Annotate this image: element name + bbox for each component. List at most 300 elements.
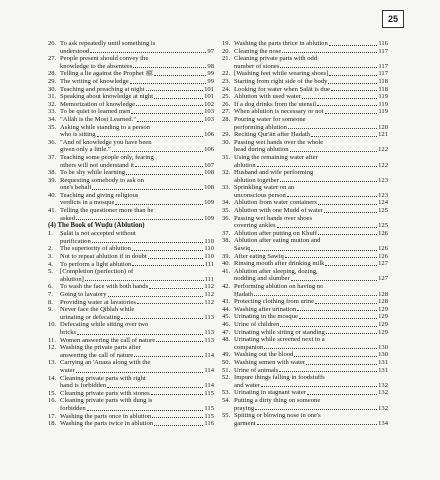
entry-page-number: 114 (204, 382, 214, 390)
entry-number: 37. (222, 229, 231, 237)
entry-title: Cleaning private parts with stones (60, 389, 150, 397)
entry-page-number: 126 (378, 245, 388, 253)
entry-title: Not to repeat ablution if in doubt (60, 253, 147, 261)
entry-page-number: 107 (204, 161, 214, 169)
entry-number: 41. (48, 207, 57, 215)
toc-entry (48, 283, 214, 291)
entry-title: If a dog drinks from the utensil (234, 100, 317, 108)
dot-leader (285, 257, 377, 258)
entry-title: Ablution after sleeping, dozing, (234, 267, 318, 275)
entry-page-number: 128 (378, 298, 388, 306)
entry-number: 43. (222, 298, 231, 306)
entry-page-number: 113 (204, 328, 214, 336)
dot-leader (318, 234, 377, 235)
entry-title: ablution] (60, 275, 84, 283)
entry-title: To wash the face with both hands (60, 283, 149, 291)
toc-entry (222, 169, 388, 177)
toc-entry (222, 78, 388, 86)
dot-leader (121, 318, 203, 319)
entry-title: Ṣalāt is not accepted without (60, 230, 136, 238)
entry-number: 19. (222, 40, 231, 47)
entry-number: 9. (48, 306, 53, 314)
entry-title: When ablution is necessary or not (234, 108, 324, 116)
entry-title: who is sitting (60, 131, 96, 139)
entry-title: Cleaning private parts with right (60, 374, 146, 382)
entry-title: To be shy while learning (60, 169, 126, 177)
entry-title: Telling the questioner more than he (60, 207, 154, 215)
entry-title: Starting from right side of the body (234, 77, 328, 85)
entry-number: 30. (222, 138, 231, 146)
dot-leader (307, 394, 377, 395)
dot-leader (151, 394, 204, 395)
section-heading: (4) The Book of Wuḍu (Ablution) (48, 222, 145, 230)
toc-entry (48, 55, 214, 63)
toc-entry (48, 321, 214, 329)
entry-number: 13. (48, 359, 57, 367)
dot-leader (257, 424, 378, 425)
entry-page-number: 129 (378, 328, 388, 336)
entry-title: Urinating while sitting or standing (234, 328, 325, 336)
toc-entry (222, 313, 388, 321)
entry-page-number: 99 (207, 70, 214, 78)
dot-leader (130, 83, 207, 84)
entry-title: Pouring water for someone (234, 115, 306, 123)
entry-title: Rinsing mouth after drinking milk (234, 260, 325, 268)
entry-title: Going to lavatory (60, 291, 107, 298)
dot-leader (87, 410, 204, 411)
toc-right-column (222, 40, 388, 428)
entry-title: Protecting clothing from urine (234, 298, 315, 306)
entry-number: 35. (48, 123, 57, 131)
entry-number: 14. (48, 374, 57, 382)
entry-title: Impure things falling in foodstuffs (234, 374, 325, 382)
entry-page-number: 122 (378, 161, 388, 169)
dot-leader (131, 113, 203, 114)
toc-entry (48, 86, 214, 94)
entry-page-number: 128 (378, 290, 388, 298)
toc-entry (222, 245, 388, 253)
dot-leader (77, 334, 203, 335)
entry-page-number: 132 (378, 404, 388, 412)
entry-page-number: 121 (378, 131, 388, 139)
toc-entry (222, 48, 388, 56)
entry-page-number: 123 (378, 191, 388, 199)
toc-entry (222, 199, 388, 207)
toc-entry (222, 131, 388, 139)
toc-entry (222, 207, 388, 215)
entry-title: People present should convey the (60, 55, 149, 63)
entry-page-number: 117 (378, 62, 388, 70)
entry-title: To be quiet to learned men (60, 108, 131, 116)
toc-entry (48, 291, 214, 299)
entry-number: 5. (48, 268, 53, 276)
entry-title: "And of knowledge you have been (60, 138, 152, 146)
entry-number: 11. (48, 336, 56, 344)
entry-page-number: 110 (204, 237, 214, 245)
entry-title: Passing wet hands over the whole (234, 138, 324, 146)
entry-number: 39. (222, 252, 231, 260)
entry-number: 41. (222, 267, 231, 275)
dot-leader (329, 45, 378, 46)
entry-title: Ḥadath (234, 290, 254, 298)
entry-number: 25. (222, 93, 231, 101)
entry-number: 6. (48, 283, 53, 291)
entry-page-number: 126 (378, 229, 388, 237)
toc-entry (222, 351, 388, 359)
entry-page-number: 109 (204, 199, 214, 207)
toc-entry (48, 314, 214, 322)
entry-number: 37. (48, 153, 57, 161)
toc-entry (48, 207, 214, 215)
toc-entry (48, 367, 214, 375)
toc-entry (222, 184, 388, 192)
page-number-box: 25 (382, 10, 404, 28)
dot-leader (302, 98, 378, 99)
entry-title: Never face the Qiblah while (60, 306, 135, 314)
entry-title: companion (234, 343, 264, 351)
entry-title: understood (60, 47, 90, 55)
toc-entry (222, 268, 388, 276)
entry-title: Washing out the blood (234, 351, 294, 359)
entry-page-number: 118 (378, 77, 388, 85)
entry-number: 54. (222, 396, 231, 404)
toc-entry (48, 299, 214, 307)
entry-title: Requesting somebody to ask on (60, 176, 144, 184)
entry-title: asked (60, 214, 76, 222)
entry-number: 28. (222, 115, 231, 123)
toc-entry (48, 390, 214, 398)
dot-leader (325, 265, 377, 266)
toc-entry (222, 146, 388, 154)
entry-title: unconscious person (234, 191, 286, 199)
dot-leader (137, 303, 203, 304)
toc-entry (222, 382, 388, 390)
dot-leader (154, 425, 203, 426)
entry-number: 35. (222, 207, 231, 215)
dot-leader (90, 52, 206, 53)
entry-title: Providing water at lavatories (60, 298, 136, 306)
entry-title: Ablution from water containers (234, 199, 317, 207)
entry-title: garment (234, 419, 256, 427)
entry-number: 24. (222, 85, 231, 93)
dot-leader (317, 105, 377, 106)
toc-entry (222, 222, 388, 230)
dot-leader (299, 318, 377, 319)
toc-entry (48, 420, 214, 428)
dot-leader (134, 356, 203, 357)
entry-number: 8. (48, 298, 53, 306)
dot-leader (76, 372, 204, 373)
entry-title: "Allāh is the Most Learned." (60, 115, 136, 123)
toc-entry (222, 230, 388, 238)
entry-title: Cleaning the nose (234, 47, 282, 55)
toc-left-column (48, 40, 214, 428)
entry-title: Teaching and preaching at night (60, 85, 145, 93)
entry-title: Carrying an 'Anaza along with the (60, 359, 151, 367)
entry-title: Ablution with one Mudd of water (234, 207, 323, 215)
entry-number: 26. (222, 100, 231, 108)
entry-number: 53. (222, 389, 231, 397)
dot-leader (133, 67, 206, 68)
dot-leader (135, 166, 203, 167)
dot-leader (264, 348, 377, 349)
dot-leader (261, 386, 377, 387)
entry-title: Husband and wife performing (234, 169, 314, 177)
entry-number: 20. (222, 47, 231, 55)
dot-leader (282, 52, 377, 53)
entry-page-number: 110 (204, 253, 214, 261)
dot-leader (280, 181, 377, 182)
entry-number: 1. (48, 230, 53, 238)
entry-title: Sawīq (234, 245, 251, 253)
entry-number: 3. (48, 253, 53, 261)
dot-leader (137, 121, 203, 122)
entry-page-number: 130 (378, 351, 388, 359)
entry-title: Using the remaining water after (234, 153, 318, 161)
entry-page-number: 129 (378, 313, 388, 321)
entry-title: Cleaning private parts with dung is (60, 397, 153, 405)
toc-entry (48, 413, 214, 421)
dot-leader (287, 196, 377, 197)
entry-page-number: 131 (378, 358, 388, 366)
toc-entry (48, 78, 214, 86)
toc-entry (48, 48, 214, 56)
dot-leader (149, 288, 203, 289)
dot-leader (254, 295, 377, 296)
entry-title: Teaching some people only, fearing (60, 153, 154, 161)
dot-leader (257, 166, 377, 167)
toc-entry (48, 375, 214, 383)
dot-leader (76, 219, 203, 220)
toc-entry (222, 124, 388, 132)
entry-title: Cleaning private parts with odd (234, 55, 318, 63)
entry-title: Performing ablution on having no (234, 283, 324, 290)
entry-number: 44. (222, 305, 231, 313)
toc-entry (222, 344, 388, 352)
entry-page-number: 99 (207, 77, 214, 85)
entry-page-number: 115 (204, 389, 214, 397)
entry-number: 52. (222, 374, 231, 382)
dot-leader (115, 204, 203, 205)
entry-page-number: 114 (204, 366, 214, 374)
entry-page-number: 122 (378, 146, 388, 154)
toc-entry (48, 124, 214, 132)
entry-title: nodding and slumber (234, 275, 290, 283)
dot-leader (280, 67, 377, 68)
toc-entry (48, 93, 214, 101)
entry-number: 33. (48, 108, 57, 116)
toc-entry (48, 306, 214, 314)
entry-title: Urinating in the mosque (234, 313, 298, 321)
toc-entry (48, 268, 214, 276)
toc-entry (222, 139, 388, 147)
toc-entry (222, 260, 388, 268)
entry-number: 34. (48, 115, 57, 123)
toc-entry (48, 162, 214, 170)
entry-number: 21. (222, 55, 231, 63)
entry-page-number: 129 (378, 305, 388, 313)
dot-leader (280, 326, 377, 327)
entry-number: 33. (222, 184, 231, 192)
entry-page-number: 113 (204, 313, 214, 321)
toc-entry (222, 177, 388, 185)
entry-page-number: 119 (378, 108, 388, 116)
entry-page-number: 132 (378, 381, 388, 389)
entry-number: 31. (48, 93, 57, 101)
entry-number: 26. (48, 40, 57, 47)
entry-title: After eating Sawīq (234, 252, 284, 260)
entry-number: 7. (48, 291, 53, 298)
entry-title: The superiority of ablution (60, 245, 131, 253)
toc-entry (222, 367, 388, 375)
dot-leader (154, 75, 206, 76)
entry-number: 39. (48, 176, 57, 184)
toc-entry (222, 405, 388, 413)
dot-leader (154, 98, 203, 99)
dot-leader (132, 265, 203, 266)
entry-number: 34. (222, 199, 231, 207)
toc-entry (222, 275, 388, 283)
dot-leader (251, 250, 377, 251)
entry-title: others will not understand it (60, 161, 134, 169)
entry-number: 36. (222, 214, 231, 222)
entry-page-number: 112 (204, 283, 214, 291)
dot-leader (277, 227, 378, 228)
toc-entry (48, 352, 214, 360)
entry-title: bricks (60, 328, 77, 336)
toc-entry (48, 63, 214, 71)
toc-entry (222, 162, 388, 170)
toc-entry (222, 283, 388, 291)
dot-leader (325, 113, 378, 114)
toc-entry (222, 154, 388, 162)
entry-title: Washing after urination (234, 305, 297, 313)
dot-leader (126, 174, 203, 175)
entry-title: Urine of children (234, 320, 280, 328)
toc-entry (222, 40, 388, 48)
entry-number: 48. (222, 336, 231, 344)
entry-page-number: 115 (204, 412, 214, 420)
toc-entry (222, 237, 388, 245)
toc-entry (48, 276, 214, 284)
dot-leader (136, 105, 203, 106)
entry-number: 40. (48, 191, 57, 199)
entry-page-number: 118 (378, 85, 388, 93)
toc-entry (222, 329, 388, 337)
entry-page-number: 106 (204, 146, 214, 154)
toc-entry (48, 245, 214, 253)
toc-entry (48, 359, 214, 367)
entry-title: Urinating in stagnant water (234, 389, 306, 397)
entry-page-number: 112 (204, 291, 214, 298)
dot-leader (85, 280, 204, 281)
dot-leader (279, 371, 377, 372)
entry-page-number: 98 (207, 62, 214, 70)
entry-number: 22. (222, 70, 231, 78)
entry-number: 2. (48, 245, 53, 253)
entry-title: Urine of animals (234, 366, 279, 374)
entry-number: 23. (222, 77, 231, 85)
entry-title: covering ankles (234, 222, 276, 230)
toc-entry (48, 146, 214, 154)
dot-leader (311, 136, 377, 137)
entry-page-number: 117 (378, 47, 388, 55)
toc-entry (48, 230, 214, 238)
entry-title: hand is forbidden (60, 382, 107, 390)
toc-entry (222, 359, 388, 367)
entry-number: 47. (222, 328, 231, 336)
entry-page-number: 109 (204, 214, 214, 222)
entry-title: [Washing feet while wearing shoes] (234, 70, 329, 78)
entry-title: water (60, 366, 75, 374)
dot-leader (288, 128, 377, 129)
entry-page-number: 119 (378, 100, 388, 108)
dot-leader (132, 250, 203, 251)
entry-page-number: 102 (204, 100, 214, 108)
dot-leader (255, 409, 377, 410)
dot-leader (331, 90, 377, 91)
entry-title: Defecating while sitting over two (60, 321, 149, 329)
entry-page-number: 127 (378, 275, 388, 283)
entry-title: Speaking about knowledge at night (60, 93, 154, 101)
toc-entry (222, 321, 388, 329)
entry-page-number: 113 (204, 336, 214, 344)
entry-number: 15. (48, 389, 57, 397)
entry-page-number: 116 (378, 40, 388, 47)
entry-number: 42. (222, 283, 231, 290)
toc-entry (48, 344, 214, 352)
entry-title: Washing the parts thrice in ablution (234, 40, 328, 47)
toc-entry (222, 93, 388, 101)
entry-title: forbidden (60, 404, 86, 412)
toc-entry (222, 116, 388, 124)
toc-entry (48, 261, 214, 269)
toc-entry (48, 337, 214, 345)
dot-leader (156, 341, 203, 342)
entry-title: Washing the parts once in ablution (60, 412, 152, 420)
entry-title: Ablution after eating mutton and (234, 237, 321, 245)
toc-entry (48, 184, 214, 192)
toc-entry (222, 374, 388, 382)
dot-leader (92, 189, 203, 190)
entry-number: 32. (222, 169, 231, 177)
dot-leader (97, 136, 204, 137)
entry-number: 18. (48, 420, 57, 428)
entry-page-number: 101 (204, 93, 214, 101)
entry-page-number: 112 (204, 298, 214, 306)
entry-page-number: 123 (378, 176, 388, 184)
entry-title: purification (60, 237, 91, 245)
toc-entry (222, 306, 388, 314)
entry-number: 38. (222, 237, 231, 245)
entry-number: 12. (48, 344, 57, 352)
entry-number: 10. (48, 321, 57, 329)
entry-title: [Completion (perfection) of (60, 268, 134, 276)
entry-title: Washing the parts twice in ablution (60, 420, 154, 428)
toc-entry (222, 420, 388, 428)
toc-entry (222, 253, 388, 261)
entry-title: To ask repeatedly until something is (60, 40, 156, 47)
dot-leader (306, 364, 377, 365)
entry-page-number: 134 (378, 419, 388, 427)
entry-number: 4. (48, 260, 53, 268)
toc-entry (222, 298, 388, 306)
entry-page-number: 106 (204, 131, 214, 139)
dot-leader (326, 333, 377, 334)
entry-page-number: 116 (204, 420, 214, 428)
dot-leader (297, 310, 377, 311)
entry-number: 40. (222, 260, 231, 268)
